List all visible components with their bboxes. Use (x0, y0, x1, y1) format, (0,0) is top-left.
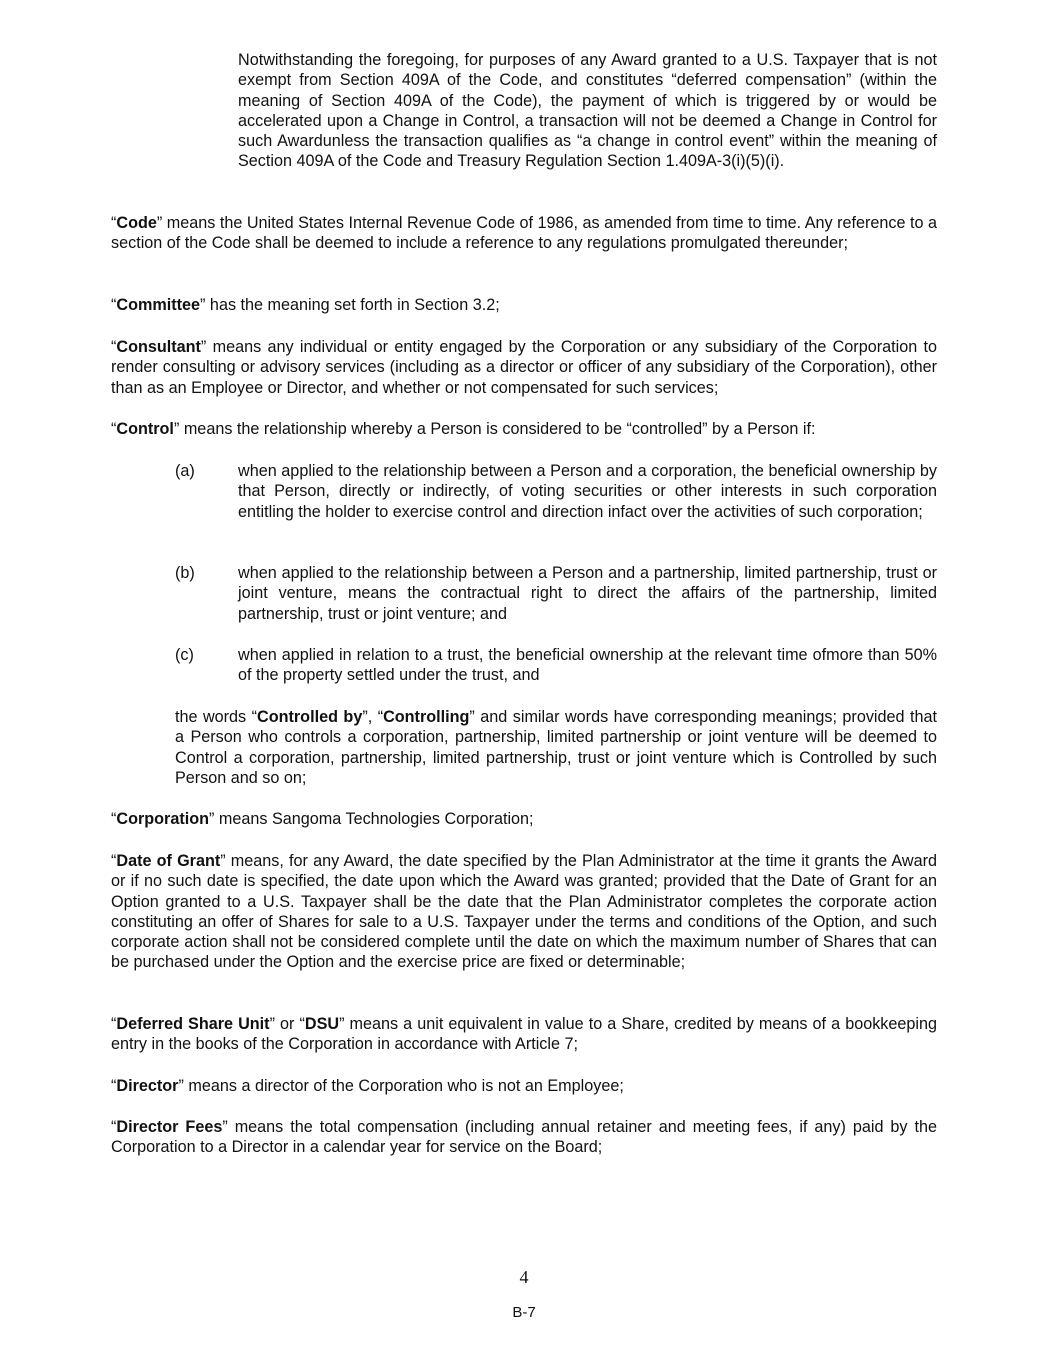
open-quote: “ (111, 338, 117, 356)
definition-corporation-text: ” means Sangoma Technologies Corporation; (209, 810, 534, 828)
definition-corporation (111, 809, 937, 829)
term-dsu: DSU (304, 1015, 340, 1033)
open-quote: “ (111, 214, 117, 232)
definition-committee (111, 295, 937, 315)
definition-consultant-text: ” means any individual or entity engaged by the Corporation or any subsidiary of the Corporation to render consulting or advisory services (including as a director or officer of any subsidiary of the Corporation), other than as an Employee or Director, and whether or not compensated for such services; (111, 338, 937, 397)
definition-date-of-grant-text: ” means, for any Award, the date specified by the Plan Administrator at the time it grants the Award or if no such date is specified, the date upon which the Award was granted; provided that the Date of Grant for an Option granted to a U.S. Taxpayer shall be the date that the Plan Administrator completes the corporate action constituting an offer of Shares for sale to a U.S. Taxpayer under the terms and conditions of the Option, and such corporate action shall not be considered complete until the date on which the maximum number of Shares that can be purchased under the Option and the exercise price are fixed or determinable; (111, 852, 937, 972)
term-controlling: Controlling (383, 708, 470, 726)
open-quote: “ (111, 1015, 117, 1033)
item-label: (b) (175, 564, 195, 582)
control-closing-paragraph (175, 707, 937, 788)
term-director-fees: Director Fees (116, 1118, 223, 1136)
term-controlled-by: Controlled by (257, 708, 363, 726)
definition-dsu-text: ” means a unit equivalent in value to a Share, credited by means of a bookkeeping entry in the books of the Corporation in accordance with Article 7; (111, 1015, 937, 1054)
term-director: Director (116, 1077, 179, 1095)
item-text: when applied to the relationship between a Person and a partnership, limited partnership, trust or joint venture, means the contractual right to direct the affairs of the partnership, limited partnership, trust or joint venture; and (238, 564, 937, 623)
definition-consultant (111, 337, 937, 398)
page-number: 4 (519, 1267, 529, 1287)
term-code: Code (116, 214, 157, 232)
item-text: when applied in relation to a trust, the beneficial ownership at the relevant time ofmore than 50% of the property settled under the trust, and (238, 646, 937, 685)
definition-dsu (111, 1014, 937, 1055)
item-label: (c) (175, 646, 194, 664)
definition-control-text: ” means the relationship whereby a Person is considered to be “controlled” by a Person if: (173, 420, 816, 438)
term-deferred-share-unit: Deferred Share Unit (116, 1015, 270, 1033)
term-consultant: Consultant (116, 338, 201, 356)
item-text: when applied to the relationship between a Person and a corporation, the beneficial ownership by that Person, directly or indirectly, of voting securities or other interests in such corporation entitling the holder to exercise control and direction infact over the activities of such corporation; (238, 462, 937, 521)
closing-suffix: ” and similar words have corresponding meanings; provided that a Person who controls a corporation, partnership, limited partnership or joint venture will be deemed to Control a corporation, partnership, limited partnership, trust or joint venture which is Controlled by such Person and so on; (175, 708, 937, 787)
definition-director-text: ” means a director of the Corporation who is not an Employee; (178, 1077, 624, 1095)
term-committee: Committee (116, 296, 201, 314)
open-quote: “ (111, 1118, 117, 1136)
definition-director (111, 1076, 937, 1096)
definition-date-of-grant (111, 851, 937, 973)
term-control: Control (116, 420, 174, 438)
definition-control (111, 419, 937, 439)
item-label: (a) (175, 462, 195, 480)
open-quote: “ (111, 1077, 117, 1095)
term-corporation: Corporation (116, 810, 210, 828)
closing-mid: ”, “ (362, 708, 384, 726)
open-quote: “ (111, 296, 117, 314)
definition-code-text: ” means the United States Internal Revenue Code of 1986, as amended from time to time. Any reference to a section of the Code shall be deemed to include a reference to any regulations promulgated thereunder; (111, 214, 937, 253)
open-quote: “ (111, 420, 117, 438)
open-quote: “ (111, 810, 117, 828)
intro-paragraph: Notwithstanding the foregoing, for purposes of any Award granted to a U.S. Taxpayer that is not exempt from Section 409A of the Code, and constitutes “deferred compensation” (within the meaning of Section 409A of the Code), the payment of which is triggered by or would be accelerated upon a Change in Control, a transaction will not be deemed a Change in Control for such Awardunless the transaction qualifies as “a change in control event” within the meaning of Section 409A of the Code and Treasury Regulation Section 1.409A-3(i)(5)(i). (238, 51, 937, 171)
open-quote: “ (111, 852, 117, 870)
dsu-mid: ” or “ (269, 1015, 305, 1033)
page-reference: B-7 (512, 1304, 536, 1321)
term-date-of-grant: Date of Grant (116, 852, 221, 870)
definition-director-fees-text: ” means the total compensation (including annual retainer and meeting fees, if any) paid by the Corporation to a Director in a calendar year for service on the Board; (111, 1118, 937, 1157)
definition-committee-text: ” has the meaning set forth in Section 3.2; (200, 296, 500, 314)
closing-prefix: the words “ (175, 708, 258, 726)
definition-code (111, 213, 937, 254)
definition-director-fees (111, 1117, 937, 1158)
